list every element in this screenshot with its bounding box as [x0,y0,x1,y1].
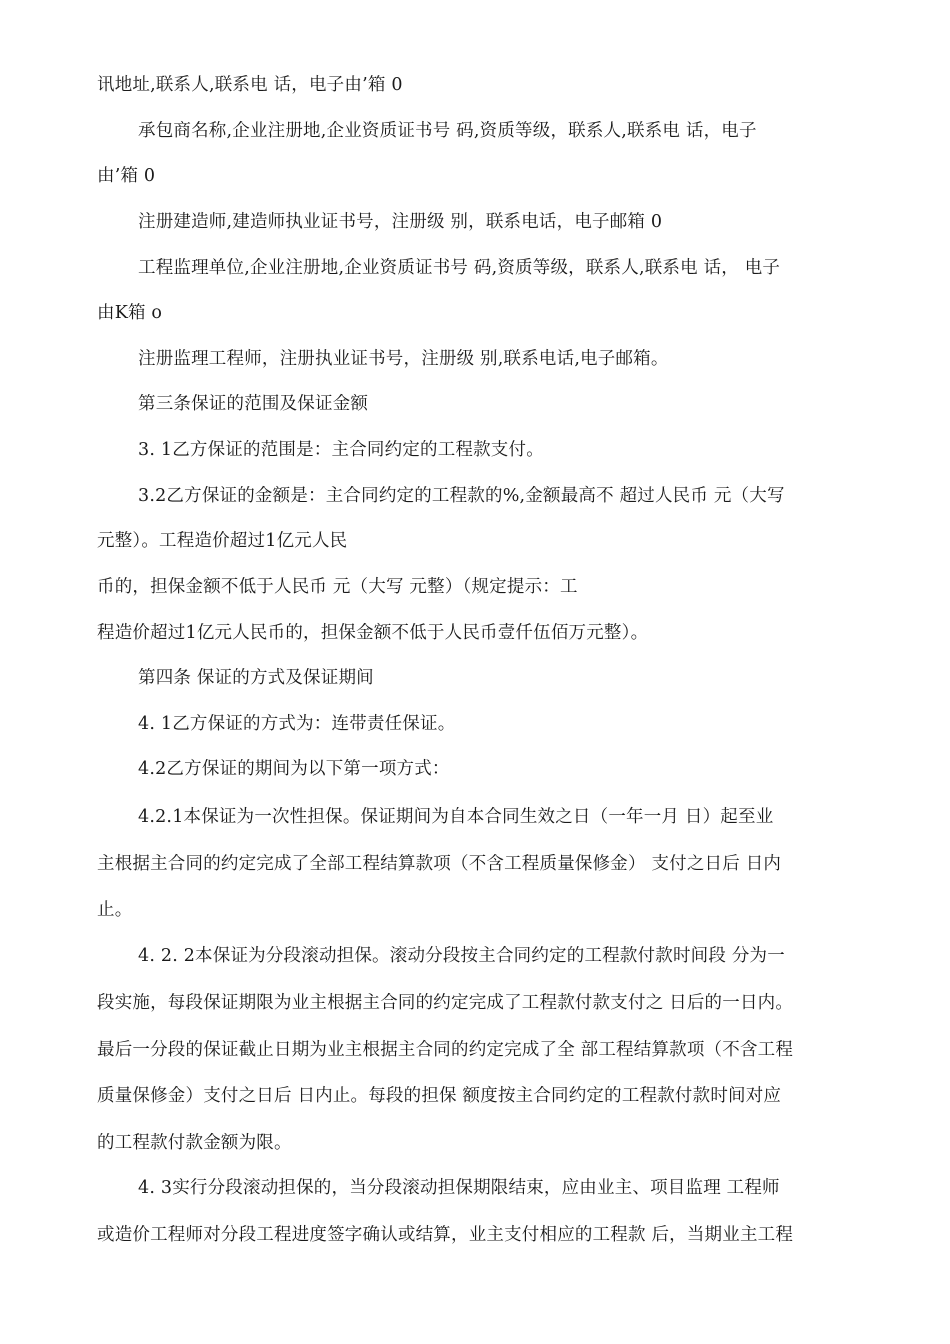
text-line: 3.2乙方保证的金额是：主合同约定的工程款的%,金额最高不 超过人民币 元（大写 [138,486,785,506]
text-line: 的工程款付款金额为限。 [97,1133,292,1153]
section-heading: 第四条 保证的方式及保证期间 [138,668,374,688]
text-line: 或造价工程师对分段工程进度签字确认或结算，业主支付相应的工程款 后，当期业主工程 [97,1225,794,1245]
text-line: 段实施，每段保证期限为业主根据主合同的约定完成了工程款付款支付之 日后的一日内。 [97,993,794,1013]
text-line: 工程监理单位,企业注册地,企业资质证书号 码,资质等级，联系人,联系电 话， 电子 [138,258,781,278]
text-line: 4.2乙方保证的期间为以下第一项方式： [138,759,450,779]
text-line: 3. 1乙方保证的范围是：主合同约定的工程款支付。 [138,440,544,460]
text-line: 主根据主合同的约定完成了全部工程结算款项（不含工程质量保修金） 支付之日后 日内 [97,854,782,874]
text-line: 注册建造师,建造师执业证书号，注册级 别，联系电话，电子邮箱 0 [138,212,663,232]
section-heading: 第三条保证的范围及保证金额 [138,394,369,414]
text-line: 4. 3实行分段滚动担保的，当分段滚动担保期限结束，应由业主、项目监理 工程师 [138,1178,780,1198]
text-line: 程造价超过1亿元人民币的，担保金额不低于人民币壹仟伍佰万元整）。 [97,623,649,643]
text-line: 承包商名称,企业注册地,企业资质证书号 码,资质等级，联系人,联系电 话，电子 [138,121,757,141]
text-line: 4.2.1本保证为一次性担保。保证期间为自本合同生效之日（一年一月 日）起至业 [138,807,774,827]
text-line: 元整）。工程造价超过1亿元人民 [97,531,348,551]
text-line: 币的，担保金额不低于人民币 元（大写 元整）（规定提示：工 [97,577,578,597]
text-line: 由K箱 o [97,303,163,323]
text-line: 讯地址,联系人,联系电 话，电子由’箱 0 [97,75,403,95]
text-line: 4. 1乙方保证的方式为：连带责任保证。 [138,714,456,734]
text-line: 4. 2. 2本保证为分段滚动担保。滚动分段按主合同约定的工程款付款时间段 分为一 [138,946,785,966]
text-line: 由’箱 0 [97,166,156,186]
text-line: 注册监理工程师，注册执业证书号，注册级 别,联系电话,电子邮箱。 [138,349,669,369]
text-line: 止。 [97,900,133,920]
text-line: 最后一分段的保证截止日期为业主根据主合同的约定完成了全 部工程结算款项（不含工程 [97,1040,794,1060]
text-line: 质量保修金）支付之日后 日内止。每段的担保 额度按主合同约定的工程款付款时间对应 [97,1086,782,1106]
